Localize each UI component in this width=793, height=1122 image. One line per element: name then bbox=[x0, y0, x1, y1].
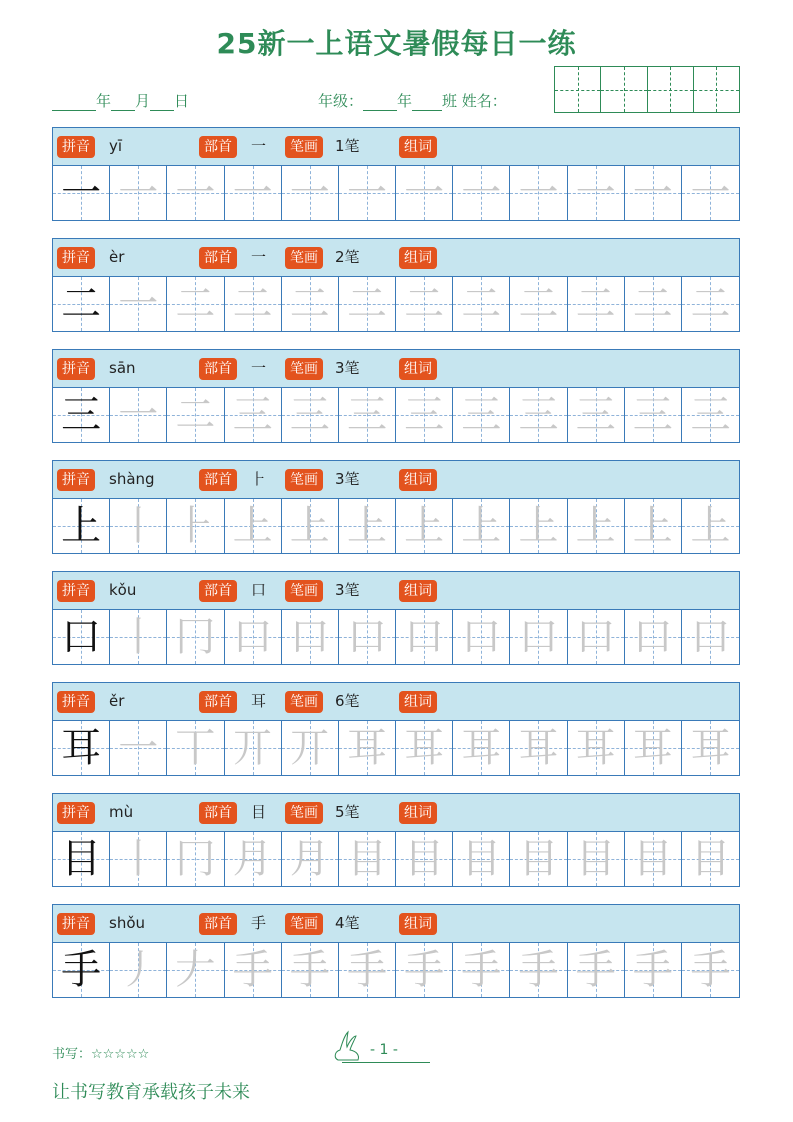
trace-character: 耳 bbox=[404, 725, 445, 771]
radical-tag: 部首 bbox=[199, 469, 237, 491]
trace-cell[interactable] bbox=[396, 721, 453, 775]
trace-cell[interactable] bbox=[510, 166, 567, 220]
pinyin-tag: 拼音 bbox=[57, 913, 95, 935]
trace-character: 一 bbox=[118, 170, 159, 216]
model-cell[interactable] bbox=[53, 721, 110, 775]
trace-cell[interactable] bbox=[110, 943, 167, 997]
trace-character: 手 bbox=[404, 947, 445, 993]
trace-character: 丿 bbox=[118, 947, 159, 993]
trace-character: 冂 bbox=[175, 614, 216, 660]
date-line bbox=[52, 90, 189, 111]
trace-character: 二 bbox=[518, 281, 559, 327]
character-header bbox=[52, 238, 740, 276]
trace-character: 二 bbox=[289, 281, 330, 327]
model-character: 二 bbox=[61, 281, 102, 327]
trace-character: 三 bbox=[575, 392, 616, 438]
character-block bbox=[52, 127, 740, 216]
trace-cell[interactable] bbox=[225, 166, 282, 220]
trace-cell[interactable] bbox=[339, 721, 396, 775]
writing-grid bbox=[52, 609, 740, 665]
trace-character: 三 bbox=[232, 392, 273, 438]
trace-character: 一 bbox=[632, 170, 673, 216]
trace-cell[interactable] bbox=[339, 832, 396, 886]
writing-grid bbox=[52, 387, 740, 443]
trace-character: 丨 bbox=[118, 503, 159, 549]
words-tag: 组词 bbox=[399, 580, 437, 602]
radical-tag: 部首 bbox=[199, 802, 237, 824]
trace-character: 丌 bbox=[289, 725, 330, 771]
trace-character: 三 bbox=[404, 392, 445, 438]
trace-character: 口 bbox=[289, 614, 330, 660]
strokes-tag: 笔画 bbox=[285, 913, 323, 935]
words-tag: 组词 bbox=[399, 802, 437, 824]
character-block bbox=[52, 793, 740, 882]
trace-character: 一 bbox=[461, 170, 502, 216]
trace-character: 手 bbox=[346, 947, 387, 993]
trace-character: 一 bbox=[575, 170, 616, 216]
pinyin-value: ěr bbox=[109, 692, 125, 710]
trace-character: ⺊ bbox=[175, 503, 216, 549]
trace-cell[interactable] bbox=[625, 388, 682, 442]
strokes-value: 3笔 bbox=[335, 359, 360, 377]
model-character: 三 bbox=[61, 392, 102, 438]
trace-cell[interactable] bbox=[568, 499, 625, 553]
trace-cell[interactable] bbox=[282, 943, 339, 997]
radical-value: ⺊ bbox=[251, 470, 267, 488]
trace-character: 一 bbox=[118, 392, 159, 438]
trace-character: 二 bbox=[346, 281, 387, 327]
trace-cell[interactable] bbox=[339, 388, 396, 442]
year-blank[interactable] bbox=[52, 94, 96, 111]
radical-value: 手 bbox=[251, 914, 267, 932]
trace-character: 口 bbox=[404, 614, 445, 660]
trace-character: 二 bbox=[461, 281, 502, 327]
trace-character: 口 bbox=[461, 614, 502, 660]
trace-cell[interactable] bbox=[110, 166, 167, 220]
character-block bbox=[52, 460, 740, 549]
trace-character: 耳 bbox=[518, 725, 559, 771]
trace-cell[interactable] bbox=[167, 499, 224, 553]
trace-cell[interactable] bbox=[167, 832, 224, 886]
trace-character: 三 bbox=[289, 392, 330, 438]
name-cell[interactable] bbox=[601, 67, 647, 112]
trace-cell[interactable] bbox=[568, 610, 625, 664]
radical-tag: 部首 bbox=[199, 691, 237, 713]
pinyin-value: sān bbox=[109, 359, 136, 377]
name-cell[interactable] bbox=[555, 67, 601, 112]
trace-cell[interactable] bbox=[396, 499, 453, 553]
strokes-tag: 笔画 bbox=[285, 358, 323, 380]
trace-character: 手 bbox=[232, 947, 273, 993]
pinyin-tag: 拼音 bbox=[57, 691, 95, 713]
trace-cell[interactable] bbox=[396, 388, 453, 442]
trace-character: 二 bbox=[575, 281, 616, 327]
trace-cell[interactable] bbox=[682, 499, 739, 553]
trace-character: 上 bbox=[690, 503, 731, 549]
trace-character: 二 bbox=[404, 281, 445, 327]
trace-character: 手 bbox=[461, 947, 502, 993]
trace-cell[interactable] bbox=[396, 943, 453, 997]
pinyin-value: shàng bbox=[109, 470, 155, 488]
name-cell[interactable] bbox=[694, 67, 739, 112]
radical-tag: 部首 bbox=[199, 913, 237, 935]
trace-character: 目 bbox=[690, 836, 731, 882]
model-cell[interactable] bbox=[53, 943, 110, 997]
trace-character: 一 bbox=[175, 170, 216, 216]
trace-cell[interactable] bbox=[682, 721, 739, 775]
trace-character: 上 bbox=[632, 503, 673, 549]
rabbit-icon bbox=[330, 1030, 370, 1064]
pinyin-value: shǒu bbox=[109, 914, 146, 932]
trace-cell[interactable] bbox=[510, 943, 567, 997]
trace-cell[interactable] bbox=[568, 388, 625, 442]
trace-character: 口 bbox=[690, 614, 731, 660]
radical-value: 一 bbox=[251, 137, 267, 155]
trace-character: 三 bbox=[690, 392, 731, 438]
trace-cell[interactable] bbox=[167, 277, 224, 331]
pinyin-tag: 拼音 bbox=[57, 247, 95, 269]
trace-character: 一 bbox=[518, 170, 559, 216]
character-header bbox=[52, 460, 740, 498]
trace-character: 月 bbox=[289, 836, 330, 882]
trace-character: 上 bbox=[404, 503, 445, 549]
model-character: 一 bbox=[61, 170, 102, 216]
trace-character: 三 bbox=[461, 392, 502, 438]
trace-character: 上 bbox=[461, 503, 502, 549]
model-character: 耳 bbox=[61, 725, 102, 771]
trace-cell[interactable] bbox=[282, 721, 339, 775]
trace-cell[interactable] bbox=[110, 610, 167, 664]
trace-character: 上 bbox=[575, 503, 616, 549]
trace-cell[interactable] bbox=[339, 943, 396, 997]
trace-character: 手 bbox=[518, 947, 559, 993]
trace-cell[interactable] bbox=[682, 277, 739, 331]
radical-tag: 部首 bbox=[199, 136, 237, 158]
trace-character: 耳 bbox=[346, 725, 387, 771]
strokes-tag: 笔画 bbox=[285, 802, 323, 824]
writing-grid bbox=[52, 498, 740, 554]
character-header bbox=[52, 682, 740, 720]
trace-cell[interactable] bbox=[568, 832, 625, 886]
page-title: 25新一上语文暑假每日一练 bbox=[216, 27, 577, 60]
page-number-area bbox=[330, 1030, 430, 1064]
character-block bbox=[52, 682, 740, 771]
trace-character: 丅 bbox=[175, 725, 216, 771]
radical-value: 一 bbox=[251, 359, 267, 377]
radical-value: 一 bbox=[251, 248, 267, 266]
trace-character: 二 bbox=[232, 281, 273, 327]
character-block bbox=[52, 349, 740, 438]
grade-blank[interactable] bbox=[363, 94, 397, 111]
model-character: 目 bbox=[61, 836, 102, 882]
trace-cell[interactable] bbox=[225, 277, 282, 331]
writing-grid bbox=[52, 720, 740, 776]
trace-cell[interactable] bbox=[396, 610, 453, 664]
strokes-value: 3笔 bbox=[335, 581, 360, 599]
class-name-label: 班 姓名： bbox=[442, 92, 507, 110]
trace-character: 目 bbox=[575, 836, 616, 882]
trace-character: 手 bbox=[632, 947, 673, 993]
radical-value: 口 bbox=[251, 581, 267, 599]
character-block bbox=[52, 571, 740, 660]
character-header bbox=[52, 571, 740, 609]
trace-cell[interactable] bbox=[167, 166, 224, 220]
trace-cell[interactable] bbox=[396, 166, 453, 220]
trace-character: 耳 bbox=[690, 725, 731, 771]
trace-character: 耳 bbox=[632, 725, 673, 771]
model-character: 上 bbox=[61, 503, 102, 549]
trace-character: 目 bbox=[518, 836, 559, 882]
trace-cell[interactable] bbox=[453, 499, 510, 553]
trace-character: 口 bbox=[575, 614, 616, 660]
trace-character: 口 bbox=[346, 614, 387, 660]
trace-character: 丨 bbox=[118, 614, 159, 660]
trace-character: 丨 bbox=[118, 836, 159, 882]
trace-cell[interactable] bbox=[682, 610, 739, 664]
strokes-value: 5笔 bbox=[335, 803, 360, 821]
trace-character: 二 bbox=[632, 281, 673, 327]
trace-cell[interactable] bbox=[625, 943, 682, 997]
trace-cell[interactable] bbox=[282, 499, 339, 553]
pinyin-value: yī bbox=[109, 137, 123, 155]
trace-character: 上 bbox=[289, 503, 330, 549]
trace-character: 目 bbox=[461, 836, 502, 882]
day-blank[interactable] bbox=[150, 94, 174, 111]
trace-character: 二 bbox=[175, 392, 216, 438]
trace-cell[interactable] bbox=[453, 610, 510, 664]
pinyin-tag: 拼音 bbox=[57, 469, 95, 491]
trace-cell[interactable] bbox=[682, 943, 739, 997]
pinyin-tag: 拼音 bbox=[57, 136, 95, 158]
trace-cell[interactable] bbox=[510, 721, 567, 775]
trace-character: 口 bbox=[518, 614, 559, 660]
model-cell[interactable] bbox=[53, 388, 110, 442]
model-cell[interactable] bbox=[53, 610, 110, 664]
trace-cell[interactable] bbox=[396, 832, 453, 886]
trace-character: 口 bbox=[232, 614, 273, 660]
radical-tag: 部首 bbox=[199, 247, 237, 269]
trace-cell[interactable] bbox=[167, 388, 224, 442]
trace-cell[interactable] bbox=[625, 277, 682, 331]
model-character: 口 bbox=[61, 614, 102, 660]
strokes-tag: 笔画 bbox=[285, 469, 323, 491]
trace-character: 一 bbox=[690, 170, 731, 216]
character-block bbox=[52, 238, 740, 327]
pinyin-tag: 拼音 bbox=[57, 580, 95, 602]
trace-cell[interactable] bbox=[453, 277, 510, 331]
year-label: 年 bbox=[96, 92, 112, 110]
trace-cell[interactable] bbox=[110, 832, 167, 886]
strokes-tag: 笔画 bbox=[285, 691, 323, 713]
pinyin-value: mù bbox=[109, 803, 134, 821]
trace-character: 三 bbox=[346, 392, 387, 438]
writing-grid bbox=[52, 831, 740, 887]
trace-cell[interactable] bbox=[110, 721, 167, 775]
trace-cell[interactable] bbox=[225, 943, 282, 997]
trace-cell[interactable] bbox=[625, 610, 682, 664]
trace-character: 冂 bbox=[175, 836, 216, 882]
trace-character: 手 bbox=[690, 947, 731, 993]
trace-character: 三 bbox=[632, 392, 673, 438]
model-character: 手 bbox=[61, 947, 102, 993]
trace-cell[interactable] bbox=[110, 277, 167, 331]
trace-character: 二 bbox=[175, 281, 216, 327]
character-block bbox=[52, 904, 740, 993]
page-underline bbox=[342, 1062, 430, 1063]
trace-character: 目 bbox=[632, 836, 673, 882]
words-tag: 组词 bbox=[399, 136, 437, 158]
grade-year-label: 年 bbox=[397, 92, 413, 110]
grade-label: 年级： bbox=[318, 92, 364, 110]
trace-cell[interactable] bbox=[282, 610, 339, 664]
trace-cell[interactable] bbox=[510, 832, 567, 886]
trace-character: 目 bbox=[346, 836, 387, 882]
trace-cell[interactable] bbox=[339, 610, 396, 664]
trace-cell[interactable] bbox=[682, 166, 739, 220]
trace-cell[interactable] bbox=[339, 166, 396, 220]
trace-cell[interactable] bbox=[225, 610, 282, 664]
model-cell[interactable] bbox=[53, 166, 110, 220]
trace-character: 口 bbox=[632, 614, 673, 660]
trace-character: 一 bbox=[346, 170, 387, 216]
writing-grid bbox=[52, 165, 740, 221]
trace-character: 手 bbox=[289, 947, 330, 993]
trace-cell[interactable] bbox=[510, 388, 567, 442]
trace-character: 上 bbox=[346, 503, 387, 549]
words-tag: 组词 bbox=[399, 691, 437, 713]
strokes-value: 4笔 bbox=[335, 914, 360, 932]
month-label: 月 bbox=[135, 92, 151, 110]
words-tag: 组词 bbox=[399, 247, 437, 269]
trace-cell[interactable] bbox=[110, 499, 167, 553]
trace-cell[interactable] bbox=[282, 832, 339, 886]
trace-character: 一 bbox=[232, 170, 273, 216]
trace-cell[interactable] bbox=[682, 832, 739, 886]
strokes-value: 3笔 bbox=[335, 470, 360, 488]
trace-cell[interactable] bbox=[625, 721, 682, 775]
trace-character: 丌 bbox=[232, 725, 273, 771]
character-header bbox=[52, 904, 740, 942]
pinyin-tag: 拼音 bbox=[57, 802, 95, 824]
trace-cell[interactable] bbox=[568, 721, 625, 775]
writing-grid bbox=[52, 276, 740, 332]
trace-character: 手 bbox=[575, 947, 616, 993]
slogan: 让书写教育承载孩子未来 bbox=[52, 1082, 250, 1103]
trace-cell[interactable] bbox=[339, 499, 396, 553]
strokes-tag: 笔画 bbox=[285, 580, 323, 602]
trace-cell[interactable] bbox=[568, 277, 625, 331]
trace-cell[interactable] bbox=[625, 499, 682, 553]
trace-cell[interactable] bbox=[396, 277, 453, 331]
radical-tag: 部首 bbox=[199, 358, 237, 380]
trace-cell[interactable] bbox=[225, 721, 282, 775]
trace-cell[interactable] bbox=[453, 388, 510, 442]
name-writing-grid[interactable] bbox=[554, 66, 740, 113]
trace-cell[interactable] bbox=[510, 499, 567, 553]
strokes-tag: 笔画 bbox=[285, 247, 323, 269]
trace-character: 一 bbox=[118, 725, 159, 771]
model-cell[interactable] bbox=[53, 832, 110, 886]
trace-character: 𠂇 bbox=[175, 947, 216, 993]
strokes-value: 2笔 bbox=[335, 248, 360, 266]
trace-cell[interactable] bbox=[682, 388, 739, 442]
trace-character: 月 bbox=[232, 836, 273, 882]
trace-cell[interactable] bbox=[225, 388, 282, 442]
strokes-tag: 笔画 bbox=[285, 136, 323, 158]
trace-cell[interactable] bbox=[625, 832, 682, 886]
radical-tag: 部首 bbox=[199, 580, 237, 602]
trace-cell[interactable] bbox=[453, 721, 510, 775]
trace-character: 耳 bbox=[575, 725, 616, 771]
trace-cell[interactable] bbox=[282, 388, 339, 442]
trace-character: 三 bbox=[518, 392, 559, 438]
trace-character: 一 bbox=[289, 170, 330, 216]
trace-character: 目 bbox=[404, 836, 445, 882]
radical-value: 耳 bbox=[251, 692, 267, 710]
strokes-value: 6笔 bbox=[335, 692, 360, 710]
model-cell[interactable] bbox=[53, 277, 110, 331]
class-line bbox=[318, 90, 507, 111]
trace-character: 耳 bbox=[461, 725, 502, 771]
class-blank[interactable] bbox=[412, 94, 442, 111]
month-blank[interactable] bbox=[111, 94, 135, 111]
pinyin-tag: 拼音 bbox=[57, 358, 95, 380]
trace-cell[interactable] bbox=[282, 277, 339, 331]
pinyin-value: èr bbox=[109, 248, 125, 266]
trace-cell[interactable] bbox=[167, 721, 224, 775]
strokes-value: 1笔 bbox=[335, 137, 360, 155]
trace-cell[interactable] bbox=[167, 610, 224, 664]
trace-cell[interactable] bbox=[339, 277, 396, 331]
trace-character: 一 bbox=[118, 281, 159, 327]
words-tag: 组词 bbox=[399, 469, 437, 491]
trace-character: 一 bbox=[404, 170, 445, 216]
trace-character: 上 bbox=[232, 503, 273, 549]
trace-cell[interactable] bbox=[225, 499, 282, 553]
writing-rating: 书写：☆☆☆☆☆ bbox=[52, 1047, 150, 1062]
words-tag: 组词 bbox=[399, 358, 437, 380]
name-cell[interactable] bbox=[648, 67, 694, 112]
character-header bbox=[52, 349, 740, 387]
words-tag: 组词 bbox=[399, 913, 437, 935]
radical-value: 目 bbox=[251, 803, 267, 821]
trace-cell[interactable] bbox=[625, 166, 682, 220]
trace-cell[interactable] bbox=[510, 610, 567, 664]
day-label: 日 bbox=[174, 92, 190, 110]
page-number: - 1 - bbox=[370, 1042, 398, 1058]
trace-character: 上 bbox=[518, 503, 559, 549]
character-header bbox=[52, 793, 740, 831]
trace-cell[interactable] bbox=[510, 277, 567, 331]
pinyin-value: kǒu bbox=[109, 581, 137, 599]
trace-cell[interactable] bbox=[282, 166, 339, 220]
trace-cell[interactable] bbox=[167, 943, 224, 997]
model-cell[interactable] bbox=[53, 499, 110, 553]
trace-cell[interactable] bbox=[568, 943, 625, 997]
trace-cell[interactable] bbox=[453, 832, 510, 886]
trace-cell[interactable] bbox=[225, 832, 282, 886]
writing-grid bbox=[52, 942, 740, 998]
character-header bbox=[52, 127, 740, 165]
trace-cell[interactable] bbox=[453, 943, 510, 997]
trace-cell[interactable] bbox=[453, 166, 510, 220]
trace-character: 二 bbox=[690, 281, 731, 327]
trace-cell[interactable] bbox=[568, 166, 625, 220]
trace-cell[interactable] bbox=[110, 388, 167, 442]
